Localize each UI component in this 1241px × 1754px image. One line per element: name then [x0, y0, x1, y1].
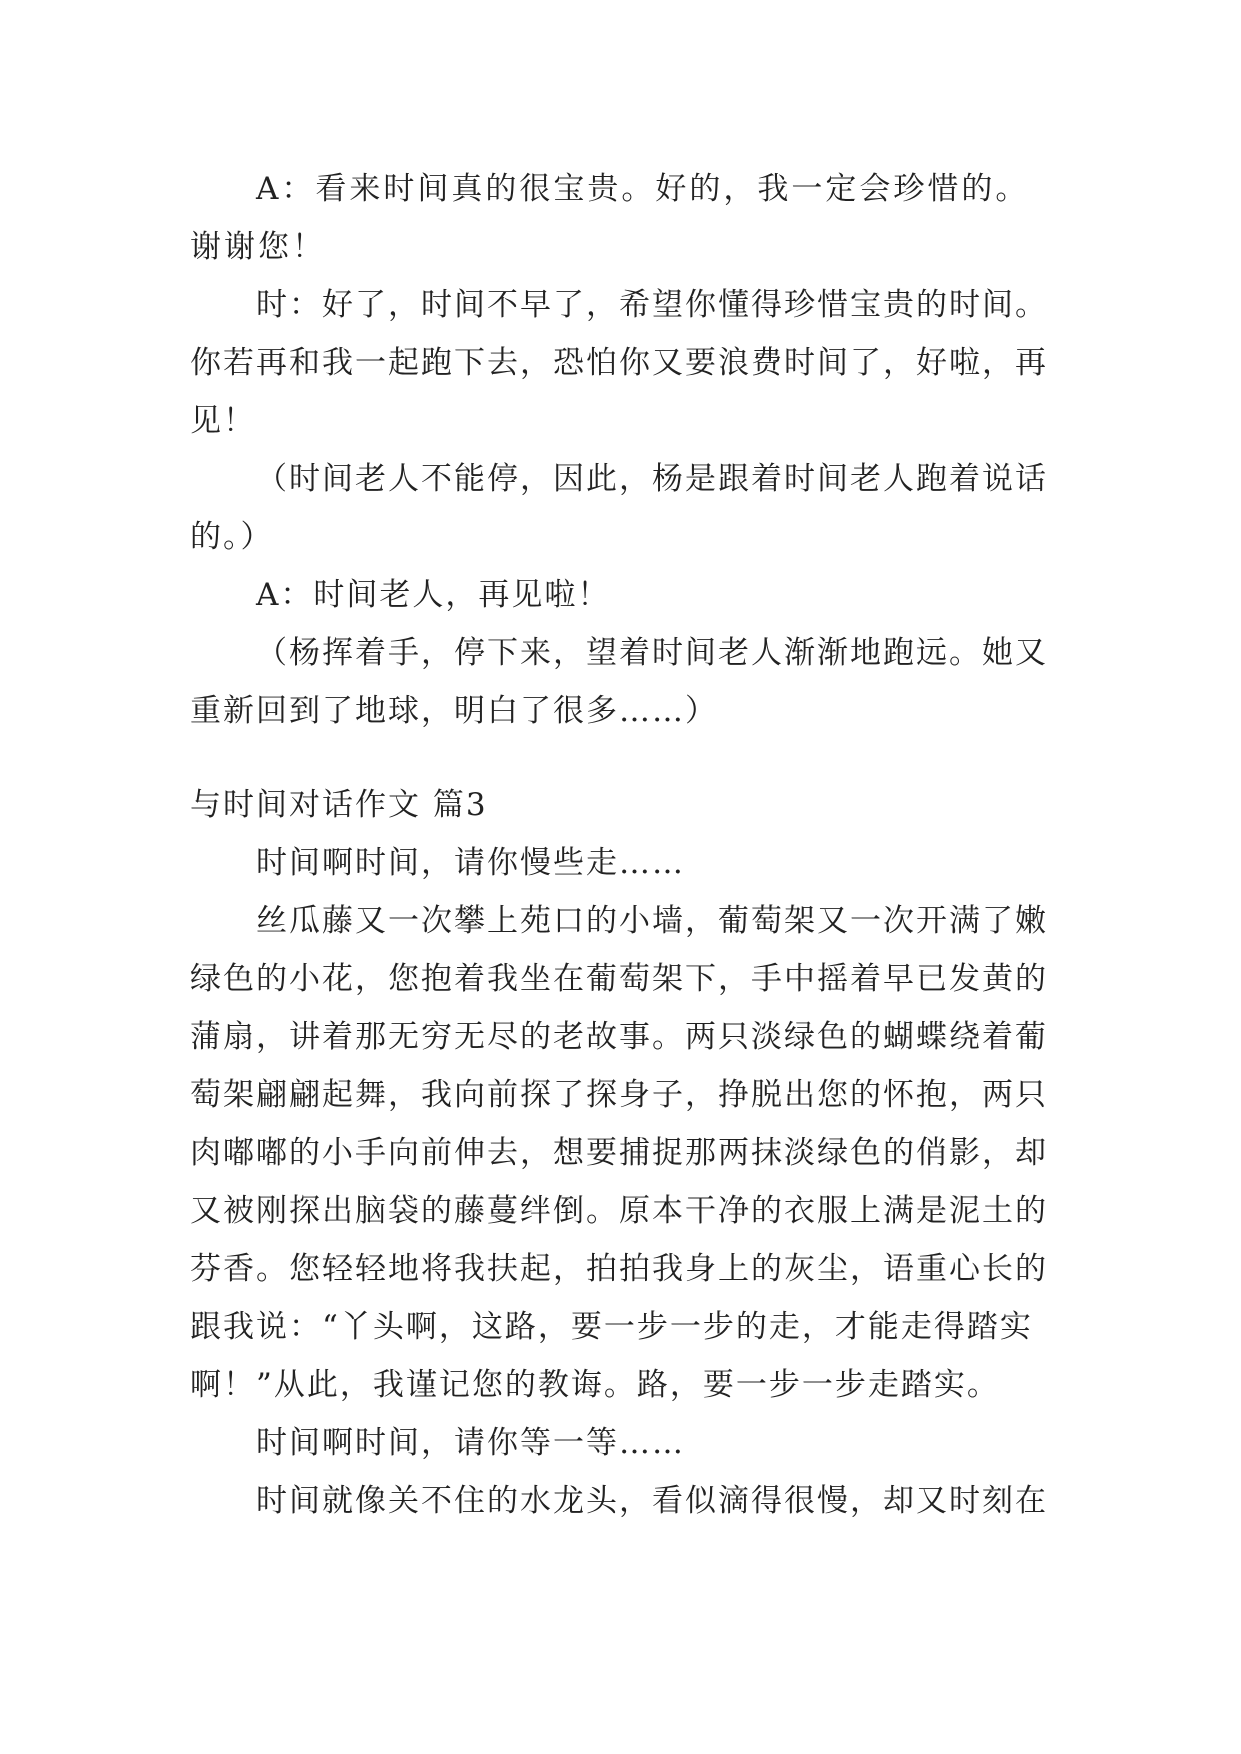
narration-paragraph: （时间老人不能停，因此，杨是跟着时间老人跑着说话的。） — [190, 461, 1048, 555]
dialogue-paragraph: 时：好了，时间不早了，希望你懂得珍惜宝贵的时间。你若再和我一起跑下去，恐怕你又要浪费时间了，好啦，再见！ — [190, 287, 1048, 439]
essay-paragraph: 时间啊时间，请你慢些走…… — [256, 845, 685, 881]
essay-paragraph: 时间啊时间，请你等一等…… — [256, 1425, 685, 1461]
essay-paragraph: 时间就像关不住的水龙头，看似滴得很慢，却又时刻在 — [256, 1483, 1048, 1519]
essay-paragraph: 丝瓜藤又一次攀上苑口的小墙，葡萄架又一次开满了嫩绿色的小花，您抱着我坐在葡萄架下，手中摇着早已发黄的蒲扇，讲着那无穷无尽的老故事。两只淡绿色的蝴蝶绕着葡萄架翩翩起舞，我向前探了探身子，挣脱出您的怀抱，两只肉嘟嘟的小手向前伸去，想要捕捉那两抹淡绿色的俏影，却又被刚探出脑袋的藤蔓绊倒。原本干净的衣服上满是泥土的芬香。您轻轻地将我扶起，拍拍我身上的灰尘，语重心长的跟我说：“丫头啊，这路，要一步一步的走，才能走得踏实啊！”从此，我谨记您的教诲。路，要一步一步走踏实。 — [190, 903, 1048, 1403]
narration-paragraph: （杨挥着手，停下来，望着时间老人渐渐地跑远。她又重新回到了地球，明白了很多……） — [190, 635, 1048, 729]
dialogue-paragraph: A：时间老人，再见啦！ — [256, 577, 611, 613]
document-body — [190, 160, 1050, 1530]
section-heading: 与时间对话作文 篇3 — [190, 787, 488, 823]
dialogue-paragraph: A：看来时间真的很宝贵。好的，我一定会珍惜的。谢谢您！ — [190, 171, 1030, 265]
